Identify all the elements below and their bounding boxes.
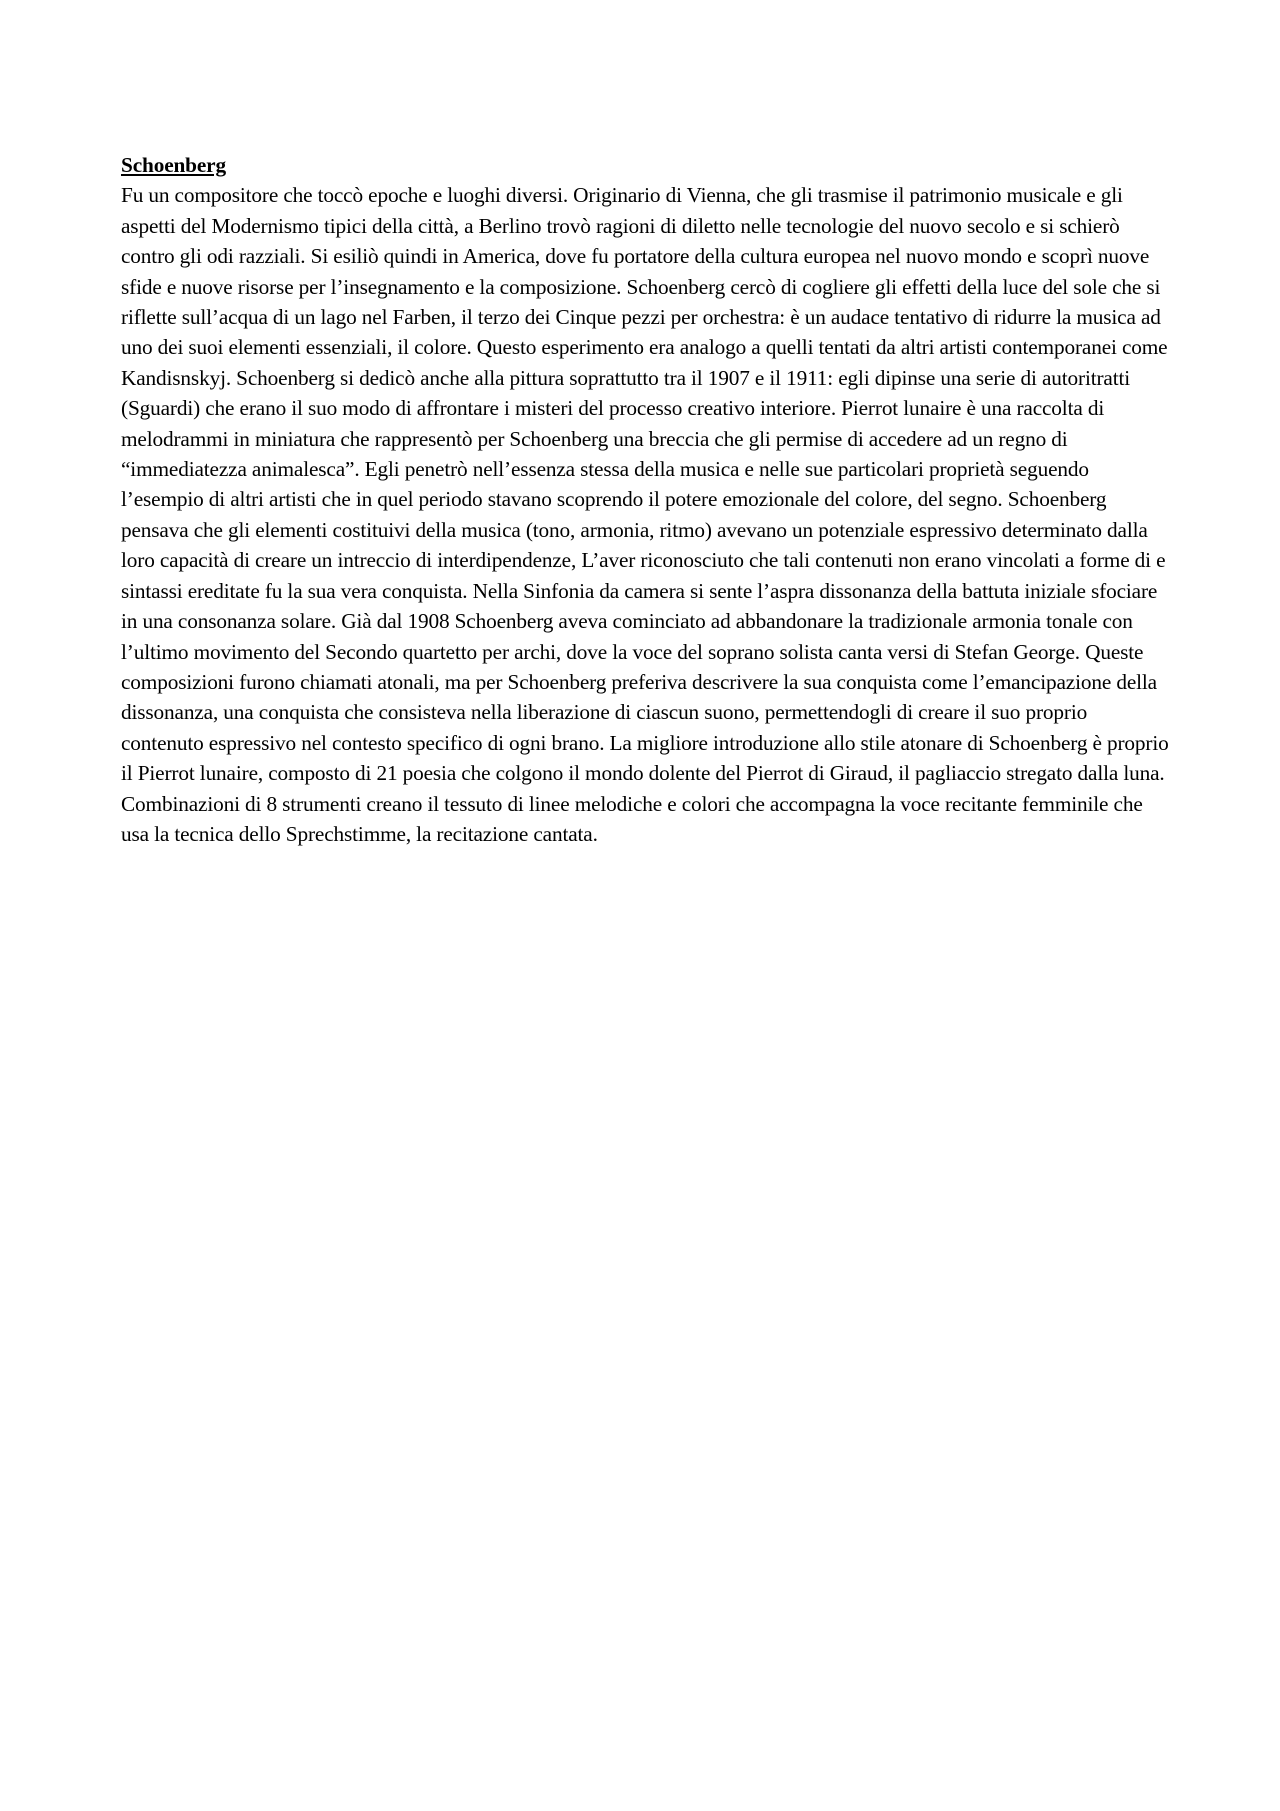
document-title: Schoenberg xyxy=(121,153,226,177)
document-content xyxy=(121,150,1171,849)
document-body-paragraph: Fu un compositore che toccò epoche e luoghi diversi. Originario di Vienna, che gli trasmise il patrimonio musicale e gli aspetti del Modernismo tipici della città, a Berlino trovò ragioni di diletto nelle tecnologie del nuovo secolo e si schierò contro gli odi razziali. Si esiliò quindi in America, dove fu portatore della cultura europea nel nuovo mondo e scoprì nuove sfide e nuove risorse per l’insegnamento e la composizione. Schoenberg cercò di cogliere gli effetti della luce del sole che si riflette sull’acqua di un lago nel Farben, il terzo dei Cinque pezzi per orchestra: è un audace tentativo di ridurre la musica ad uno dei suoi elementi essenziali, il colore. Questo esperimento era analogo a quelli tentati da altri artisti contemporanei come Kandisnskyj. Schoenberg si dedicò anche alla pittura soprattutto tra il 1907 e il 1911: egli dipinse una serie di autoritratti (Sguardi) che erano il suo modo di affrontare i misteri del processo creativo interiore. Pierrot lunaire è una raccolta di melodrammi in miniatura che rappresentò per Schoenberg una breccia che gli permise di accedere ad un regno di “immediatezza animalesca”. Egli penetrò nell’essenza stessa della musica e nelle sue particolari proprietà seguendo l’esempio di altri artisti che in quel periodo stavano scoprendo il potere emozionale del colore, del segno. Schoenberg pensava che gli elementi costituivi della musica (tono, armonia, ritmo) avevano un potenziale espressivo determinato dalla loro capacità di creare un intreccio di interdipendenze, L’aver riconosciuto che tali contenuti non erano vincolati a forme di e sintassi ereditate fu la sua vera conquista. Nella Sinfonia da camera si sente l’aspra dissonanza della battuta iniziale sfociare in una consonanza solare. Già dal 1908 Schoenberg aveva cominciato ad abbandonare la tradizionale armonia tonale con l’ultimo movimento del Secondo quartetto per archi, dove la voce del soprano solista canta versi di Stefan George. Queste composizioni furono chiamati atonali, ma per Schoenberg preferiva descrivere la sua conquista come l’emancipazione della dissonanza, una conquista che consisteva nella liberazione di ciascun suono, permettendogli di creare il suo proprio contenuto espressivo nel contesto specifico di ogni brano. La migliore introduzione allo stile atonare di Schoenberg è proprio il Pierrot lunaire, composto di 21 poesia che colgono il mondo dolente del Pierrot di Giraud, il pagliaccio stregato dalla luna. Combinazioni di 8 strumenti creano il tessuto di linee melodiche e colori che accompagna la voce recitante femminile che usa la tecnica dello Sprechstimme, la recitazione cantata. xyxy=(121,183,1169,846)
